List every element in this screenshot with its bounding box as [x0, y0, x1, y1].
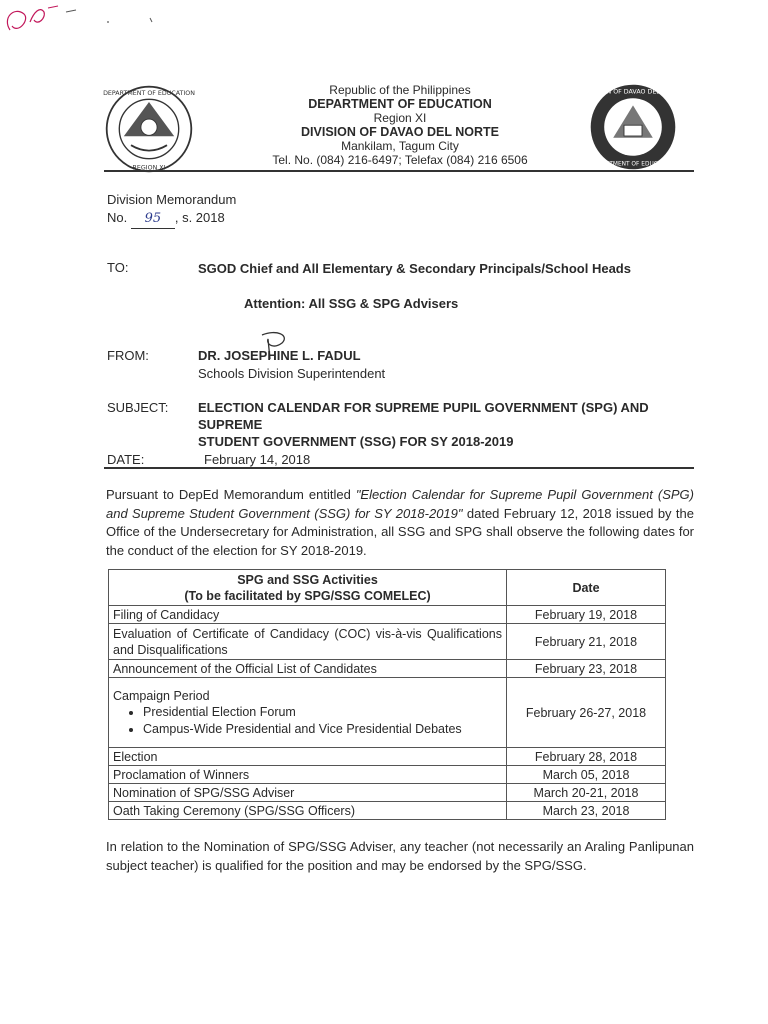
intro-before: Pursuant to DepEd Memorandum entitled: [106, 487, 356, 502]
from-label: FROM:: [107, 348, 149, 363]
header-region: Region XI: [373, 111, 427, 125]
bullet-item: • Campus-Wide Presidential and Vice Presidential Debates: [143, 721, 502, 738]
date-cell: March 23, 2018: [507, 802, 666, 820]
table-row: [109, 784, 666, 802]
header-republic: Republic of the Philippines: [329, 83, 471, 97]
table-header-row: [109, 570, 666, 606]
to-label: TO:: [107, 260, 129, 275]
subject-value: [198, 399, 694, 450]
date-divider: [104, 467, 694, 469]
date-cell: March 05, 2018: [507, 766, 666, 784]
activity-cell: Filing of Candidacy: [109, 606, 507, 624]
memo-no-prefix: No.: [107, 210, 128, 225]
header-department: DEPARTMENT OF EDUCATION: [308, 97, 492, 111]
subject-line-2: STUDENT GOVERNMENT (SSG) FOR SY 2018-2019: [198, 434, 514, 449]
campaign-bullets: [113, 704, 502, 738]
memo-title: Division Memorandum: [107, 192, 237, 207]
from-name: DR. JOSEPHINE L. FADUL: [198, 348, 361, 363]
memo-no-value: 95: [131, 210, 175, 229]
svg-text:DIVISION OF DAVAO DEL NORTE: DIVISION OF DAVAO DEL NORTE: [582, 88, 684, 96]
svg-text:DEPARTMENT OF EDUCATION: DEPARTMENT OF EDUCATION: [103, 89, 195, 97]
date-cell: February 19, 2018: [507, 606, 666, 624]
table-row: [109, 748, 666, 766]
header-activities-note: (To be facilitated by SPG/SSG COMELEC): [184, 588, 431, 603]
to-value: SGOD Chief and All Elementary & Secondary Principals/School Heads: [198, 261, 631, 276]
activity-cell: Proclamation of Winners: [109, 766, 507, 784]
svg-text:REGION XI: REGION XI: [132, 164, 166, 172]
table-row: [109, 606, 666, 624]
header-activities-title: SPG and SSG Activities: [237, 572, 378, 587]
date-cell: February 23, 2018: [507, 660, 666, 678]
date-value: February 14, 2018: [204, 452, 311, 467]
activity-cell: Election: [109, 748, 507, 766]
activity-cell: Announcement of the Official List of Candidates: [109, 660, 507, 678]
campaign-period-label: Campaign Period: [113, 688, 210, 703]
date-cell: February 21, 2018: [507, 624, 666, 660]
date-label: DATE:: [107, 452, 145, 467]
division-davao-del-norte-seal-logo: [582, 82, 684, 172]
table-row: [109, 624, 666, 660]
deped-seal-logo: [104, 84, 194, 174]
header-address: Mankilam, Tagum City: [341, 139, 459, 153]
activity-cell: [109, 678, 507, 748]
intro-paragraph: [106, 486, 694, 560]
subject-line-1: ELECTION CALENDAR FOR SUPREME PUPIL GOVERNMENT (SPG) AND SUPREME: [198, 400, 649, 432]
from-title: Schools Division Superintendent: [198, 366, 386, 381]
activity-cell: Oath Taking Ceremony (SPG/SSG Officers): [109, 802, 507, 820]
date-cell: February 26-27, 2018: [507, 678, 666, 748]
table-row: [109, 678, 666, 748]
header-contact: Tel. No. (084) 216-6497; Telefax (084) 216 6506: [272, 153, 528, 167]
letterhead: [200, 83, 600, 167]
intro-after: dated February 12, 2018 issued by the Office of the Undersecretary for Administration, all SSG and SPG shall observe the following dates for the conduct of the election for SY 2018-2019.: [106, 505, 694, 558]
handwritten-scribble: [0, 0, 160, 50]
table-row: [109, 660, 666, 678]
to-attention: Attention: All SSG & SPG Advisers: [244, 296, 459, 311]
table-row: [109, 766, 666, 784]
intro-memo-title: "Election Calendar for Supreme Pupil Government (SPG) and Supreme Student Government (SSG) for SY 2018-2019": [106, 487, 694, 521]
table-row: [109, 802, 666, 820]
memo-number-block: [107, 191, 236, 229]
header-date: Date: [507, 570, 666, 606]
date-cell: March 20-21, 2018: [507, 784, 666, 802]
header-activities: [109, 570, 507, 606]
date-cell: February 28, 2018: [507, 748, 666, 766]
bullet-item: • Presidential Election Forum: [143, 704, 502, 721]
header-divider: [104, 170, 694, 172]
subject-label: SUBJECT:: [107, 400, 169, 415]
activity-cell: Evaluation of Certificate of Candidacy (COC) vis-à-vis Qualifications and Disqualifications: [109, 624, 507, 660]
closing-paragraph: In relation to the Nomination of SPG/SSG Adviser, any teacher (not necessarily an Araling Panlipunan subject teacher) is qualified for the position and may be endorsed by the SPG/SSG.: [106, 839, 694, 873]
election-calendar-table: [108, 569, 666, 820]
svg-text:DEPARTMENT OF EDUCATION: DEPARTMENT OF EDUCATION: [590, 161, 676, 168]
header-division: DIVISION OF DAVAO DEL NORTE: [301, 125, 499, 139]
memo-series: , s. 2018: [174, 210, 225, 225]
activity-cell: Nomination of SPG/SSG Adviser: [109, 784, 507, 802]
